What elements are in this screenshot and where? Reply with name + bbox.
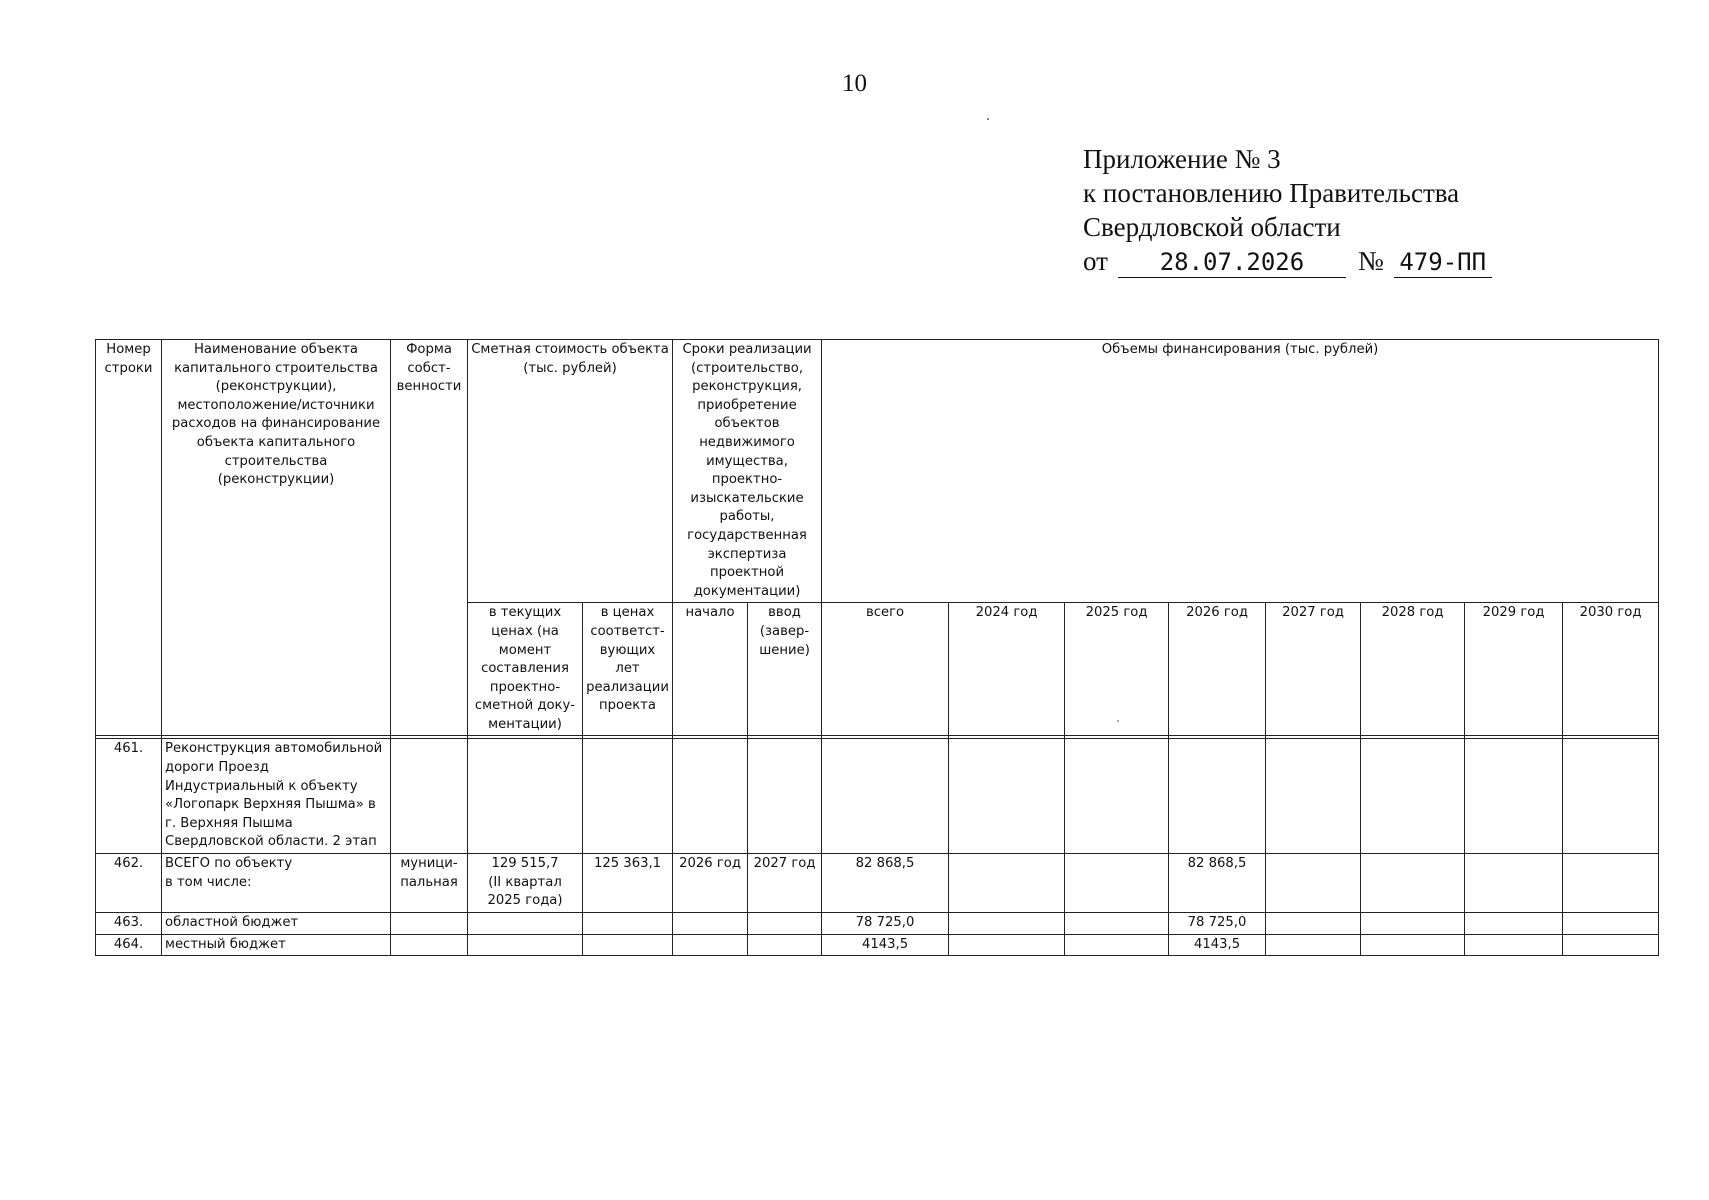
- cell-2030: [1563, 739, 1659, 854]
- cell-2025: [1065, 934, 1169, 956]
- header-year: 2028 год: [1361, 603, 1465, 736]
- annex-line-2: к постановлению Правительства: [1083, 178, 1460, 208]
- table-row: [96, 854, 1659, 913]
- cell-2030: [1563, 913, 1659, 935]
- cell-total: [822, 739, 949, 854]
- cell-start: [673, 739, 748, 854]
- table-row: [96, 934, 1659, 956]
- cell-completion: [748, 739, 822, 854]
- header-funding: Объемы финансирования (тыс. рублей): [822, 340, 1659, 603]
- cell-2027: [1266, 739, 1361, 854]
- cell-2025: [1065, 854, 1169, 913]
- cell-current-prices: [468, 913, 583, 935]
- cell-year-prices: [583, 913, 673, 935]
- header-object-name: Наименование объекта капитального строительства (реконструкции), местоположение/источники расходов на финансирование объекта капитального строительства (реконструкции): [162, 340, 391, 736]
- header-terms: Сроки реализации (строительство, реконструкция, приобретение объектов недвижимого имущества, проектно-изыскательские работы, государственная экспертиза проектной документации): [673, 340, 822, 603]
- cell-2026: 4143,5: [1169, 934, 1266, 956]
- cell-row-number: 462.: [96, 854, 162, 913]
- resolution-date: 28.07.2026: [1118, 247, 1346, 278]
- table-row: [96, 739, 1659, 854]
- cell-2029: [1465, 913, 1563, 935]
- cell-start: [673, 934, 748, 956]
- cell-2024: [949, 739, 1065, 854]
- header-ownership: Форма собст-венности: [391, 340, 468, 736]
- cell-start: 2026 год: [673, 854, 748, 913]
- cell-2026: 82 868,5: [1169, 854, 1266, 913]
- annex-line-3: Свердловской области: [1083, 212, 1341, 242]
- cell-total: 4143,5: [822, 934, 949, 956]
- cell-row-number: 461.: [96, 739, 162, 854]
- cell-total: 78 725,0: [822, 913, 949, 935]
- cell-completion: 2027 год: [748, 854, 822, 913]
- cell-2027: [1266, 913, 1361, 935]
- cell-current-prices: [468, 854, 583, 913]
- cell-object-name: областной бюджет: [162, 913, 391, 935]
- annex-date-line: [1083, 244, 1492, 278]
- header-start: начало: [673, 603, 748, 736]
- cell-2025: [1065, 739, 1169, 854]
- header-year: 2030 год: [1563, 603, 1659, 736]
- header-year-prices: в ценах соответст-вующих лет реализации проекта: [583, 603, 673, 736]
- header-year: 2025 год: [1065, 603, 1169, 736]
- cell-object-name: местный бюджет: [162, 934, 391, 956]
- total-label: ВСЕГО по объекту: [165, 856, 293, 872]
- header-total: всего: [822, 603, 949, 736]
- cell-2027: [1266, 934, 1361, 956]
- cell-2029: [1465, 739, 1563, 854]
- current-prices-note: (II квартал 2025 года): [487, 874, 563, 909]
- cell-object-name: [162, 854, 391, 913]
- cell-2028: [1361, 739, 1465, 854]
- scan-speck: [987, 118, 989, 120]
- cell-2024: [949, 854, 1065, 913]
- header-year: 2029 год: [1465, 603, 1563, 736]
- including-label: в том числе:: [165, 874, 252, 890]
- cell-2029: [1465, 934, 1563, 956]
- header-year: 2024 год: [949, 603, 1065, 736]
- cell-2026: 78 725,0: [1169, 913, 1266, 935]
- cell-row-number: 464.: [96, 934, 162, 956]
- header-completion: ввод (завер-шение): [748, 603, 822, 736]
- cell-2030: [1563, 934, 1659, 956]
- cell-2030: [1563, 854, 1659, 913]
- number-label: №: [1357, 246, 1384, 276]
- cell-ownership: [391, 913, 468, 935]
- cell-current-prices: [468, 739, 583, 854]
- header-year: 2027 год: [1266, 603, 1361, 736]
- cell-2028: [1361, 913, 1465, 935]
- cell-2024: [949, 934, 1065, 956]
- header-year: 2026 год: [1169, 603, 1266, 736]
- cell-2025: [1065, 913, 1169, 935]
- cell-2028: [1361, 854, 1465, 913]
- cell-object-name: Реконструкция автомобильной дороги Проезд Индустриальный к объекту «Логопарк Верхняя Пышма» в г. Верхняя Пышма Свердловской области. 2 этап: [162, 739, 391, 854]
- cell-year-prices: 125 363,1: [583, 854, 673, 913]
- cell-ownership: [391, 934, 468, 956]
- cell-total: 82 868,5: [822, 854, 949, 913]
- cell-2028: [1361, 934, 1465, 956]
- cell-current-prices: [468, 934, 583, 956]
- cell-year-prices: [583, 934, 673, 956]
- cell-2026: [1169, 739, 1266, 854]
- cell-completion: [748, 934, 822, 956]
- table-row: [96, 913, 1659, 935]
- cell-2027: [1266, 854, 1361, 913]
- cell-ownership: муници-пальная: [391, 854, 468, 913]
- header-estimate-cost: Сметная стоимость объекта (тыс. рублей): [468, 340, 673, 603]
- from-label: от: [1083, 246, 1108, 276]
- cell-2024: [949, 913, 1065, 935]
- cell-completion: [748, 913, 822, 935]
- annex-header: [1083, 142, 1492, 278]
- cell-row-number: 463.: [96, 913, 162, 935]
- resolution-number: 479-ПП: [1394, 247, 1492, 278]
- page-number: 10: [842, 70, 867, 97]
- annex-title: Приложение № 3: [1083, 144, 1281, 174]
- cell-year-prices: [583, 739, 673, 854]
- cell-ownership: [391, 739, 468, 854]
- financing-table: [95, 339, 1659, 956]
- header-current-prices: в текущих ценах (на момент составления проектно-сметной доку-ментации): [468, 603, 583, 736]
- cell-start: [673, 913, 748, 935]
- header-row-number: Номер строки: [96, 340, 162, 736]
- current-prices-value: 129 515,7: [491, 856, 559, 872]
- cell-2029: [1465, 854, 1563, 913]
